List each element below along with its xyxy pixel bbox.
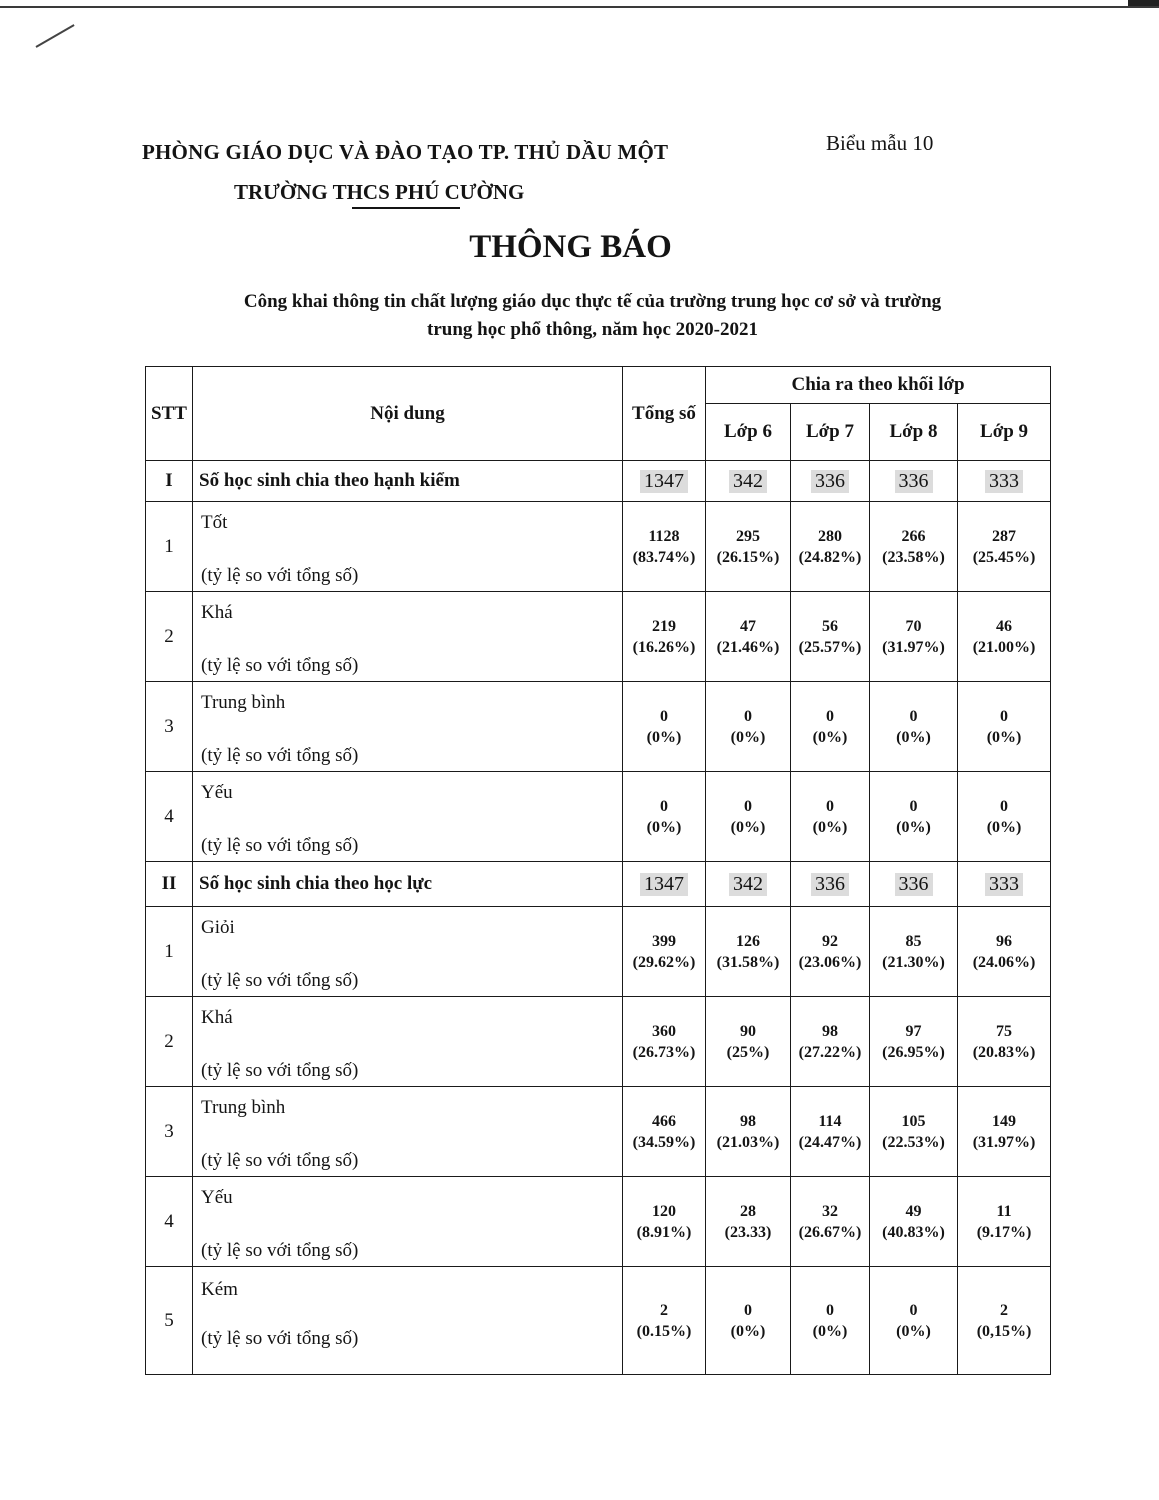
total-cell (623, 1267, 706, 1375)
header-grade-group: Chia ra theo khối lớp (706, 367, 1051, 404)
header-grade-9: Lớp 9 (958, 404, 1051, 461)
count: 0 (909, 1301, 918, 1319)
percent: (31.97%) (882, 638, 945, 656)
grade-8-cell (870, 592, 958, 682)
row-stt: 1 (146, 907, 193, 997)
section-grade-8 (870, 862, 958, 907)
count: 2 (1000, 1301, 1009, 1319)
table-row (146, 772, 1051, 862)
row-label (193, 1177, 623, 1267)
percent: (8.91%) (636, 1223, 692, 1241)
grade-9-cell (958, 1087, 1051, 1177)
row-label (193, 682, 623, 772)
percent: (0%) (896, 728, 931, 746)
section-grade-7 (791, 862, 870, 907)
row-label-text: Yếu (201, 782, 233, 803)
section-grade-9-value: 333 (985, 470, 1023, 493)
subtitle-line-1-text: Công khai thông tin chất lượng giáo dục thực tế của trường trung học cơ sở và trường (243, 291, 942, 312)
header-total: Tổng số (623, 367, 706, 461)
grade-6-cell (706, 1267, 791, 1375)
quality-report-table (145, 366, 1051, 1375)
percent: (22.53%) (882, 1133, 945, 1151)
percent: (21.30%) (882, 953, 945, 971)
grade-9-cell (958, 997, 1051, 1087)
count: 98 (740, 1112, 756, 1130)
total-cell (623, 1087, 706, 1177)
count: 120 (652, 1202, 676, 1220)
total-cell (623, 592, 706, 682)
grade-8-cell (870, 502, 958, 592)
scan-corner-mark (1128, 0, 1159, 6)
grade-7-cell (791, 1267, 870, 1375)
percent: (0%) (986, 818, 1022, 836)
percent: (24.06%) (972, 953, 1036, 971)
percent: (0%) (812, 818, 848, 836)
percent: (0%) (812, 1322, 848, 1340)
count: 47 (740, 617, 756, 635)
grade-8-cell (870, 1177, 958, 1267)
grade-8-cell (870, 772, 958, 862)
percent: (23.06%) (798, 953, 862, 971)
count: 0 (660, 707, 668, 725)
pen-mark (36, 24, 75, 48)
row-label (193, 907, 623, 997)
count: 149 (992, 1112, 1017, 1130)
count: 75 (996, 1022, 1013, 1040)
grade-6-cell (706, 907, 791, 997)
count: 0 (826, 1301, 834, 1319)
count: 219 (652, 617, 676, 635)
row-stt: 2 (146, 997, 193, 1087)
grade-8-cell (870, 1087, 958, 1177)
percent: (0%) (646, 728, 682, 746)
table-row (146, 997, 1051, 1087)
percent: (40.83%) (882, 1223, 945, 1241)
count: 126 (736, 932, 760, 950)
count: 32 (822, 1202, 838, 1220)
grade-7-cell (791, 682, 870, 772)
percent: (27.22%) (798, 1043, 862, 1061)
percent: (25.57%) (798, 638, 862, 656)
school-name-text: TRƯỜNG THCS PHÚ CƯỜNG (234, 180, 525, 204)
count: 0 (1000, 797, 1009, 815)
row-stt: 4 (146, 1177, 193, 1267)
section-grade-6-value: 342 (729, 470, 767, 493)
subtitle-line-2-text: trung học phổ thông, năm học 2020-2021 (427, 319, 758, 340)
grade-6-cell (706, 1177, 791, 1267)
row-sublabel: (tỷ lệ so với tổng số) (201, 655, 359, 676)
count: 105 (901, 1112, 926, 1130)
table-row (146, 1177, 1051, 1267)
row-label-text: Tốt (201, 512, 228, 533)
percent: (21.00%) (972, 638, 1036, 656)
form-number: Biểu mẫu 10 (826, 131, 934, 155)
table-row (146, 592, 1051, 682)
grade-8-cell (870, 682, 958, 772)
percent: (0%) (812, 728, 848, 746)
section-total (623, 461, 706, 502)
grade-7-cell (791, 1087, 870, 1177)
row-label (193, 592, 623, 682)
percent: (20.83%) (972, 1043, 1036, 1061)
percent: (26.67%) (798, 1223, 862, 1241)
percent: (23.58%) (882, 548, 945, 566)
row-sublabel: (tỷ lệ so với tổng số) (201, 1240, 359, 1261)
percent: (31.97%) (972, 1133, 1036, 1151)
subtitle-line-2 (0, 319, 1159, 341)
scan-edge-line (0, 6, 1159, 8)
total-cell (623, 907, 706, 997)
count: 399 (652, 932, 676, 950)
count: 90 (740, 1022, 756, 1040)
row-label-text: Giỏi (201, 917, 235, 938)
total-cell (623, 772, 706, 862)
grade-6-cell (706, 682, 791, 772)
section-grade-8 (870, 461, 958, 502)
percent: (29.62%) (632, 953, 696, 971)
percent: (26.15%) (716, 548, 780, 566)
section-grade-7-value: 336 (811, 873, 849, 896)
header-grade-7: Lớp 7 (791, 404, 870, 461)
percent: (0%) (730, 818, 766, 836)
percent: (24.47%) (798, 1133, 862, 1151)
row-sublabel: (tỷ lệ so với tổng số) (201, 745, 359, 766)
count: 85 (905, 932, 922, 950)
percent: (0,15%) (976, 1322, 1032, 1340)
grade-9-cell (958, 1177, 1051, 1267)
section-grade-9 (958, 461, 1051, 502)
grade-6-cell (706, 592, 791, 682)
count: 280 (818, 527, 842, 545)
count: 98 (822, 1022, 838, 1040)
count: 0 (909, 707, 918, 725)
percent: (26.73%) (632, 1043, 696, 1061)
percent: (21.03%) (716, 1133, 780, 1151)
percent: (9.17%) (976, 1223, 1032, 1241)
total-cell (623, 502, 706, 592)
section-grade-9 (958, 862, 1051, 907)
total-cell (623, 1177, 706, 1267)
section-grade-8-value: 336 (895, 873, 933, 896)
count: 56 (822, 617, 838, 635)
table-row (146, 1267, 1051, 1375)
count: 114 (818, 1112, 842, 1130)
percent: (0%) (986, 728, 1022, 746)
grade-7-cell (791, 907, 870, 997)
row-stt: 1 (146, 502, 193, 592)
count: 96 (996, 932, 1013, 950)
section-row (146, 862, 1051, 907)
row-label (193, 997, 623, 1087)
percent: (31.58%) (716, 953, 780, 971)
header-content: Nội dung (193, 367, 623, 461)
section-grade-7 (791, 461, 870, 502)
total-cell (623, 997, 706, 1087)
count: 28 (740, 1202, 756, 1220)
percent: (21.46%) (716, 638, 780, 656)
percent: (0.15%) (636, 1322, 692, 1340)
row-stt: 3 (146, 1087, 193, 1177)
section-grade-7-value: 336 (811, 470, 849, 493)
row-sublabel: (tỷ lệ so với tổng số) (201, 565, 359, 586)
subtitle-line-1 (0, 291, 1159, 313)
school-name-underline (352, 207, 460, 209)
header-grade-8: Lớp 8 (870, 404, 958, 461)
row-stt: 5 (146, 1267, 193, 1375)
grade-8-cell (870, 907, 958, 997)
count: 1128 (648, 527, 680, 545)
count: 49 (905, 1202, 922, 1220)
table-row (146, 682, 1051, 772)
header-grade-6: Lớp 6 (706, 404, 791, 461)
count: 2 (660, 1301, 668, 1319)
row-sublabel: (tỷ lệ so với tổng số) (201, 1060, 359, 1081)
count: 466 (652, 1112, 676, 1130)
row-label-text: Trung bình (201, 1097, 286, 1118)
row-stt: 2 (146, 592, 193, 682)
row-label-text: Khá (201, 602, 233, 623)
percent: (25.45%) (972, 548, 1036, 566)
row-sublabel: (tỷ lệ so với tổng số) (201, 1150, 359, 1171)
percent: (26.95%) (882, 1043, 945, 1061)
grade-9-cell (958, 592, 1051, 682)
count: 0 (660, 797, 668, 815)
header-stt: STT (146, 367, 193, 461)
grade-9-cell (958, 1267, 1051, 1375)
section-label: Số học sinh chia theo học lực (193, 862, 623, 907)
section-row (146, 461, 1051, 502)
count: 0 (744, 797, 752, 815)
count: 266 (901, 527, 926, 545)
count: 70 (905, 617, 922, 635)
grade-7-cell (791, 502, 870, 592)
grade-7-cell (791, 997, 870, 1087)
section-grade-8-value: 336 (895, 470, 933, 493)
percent: (34.59%) (632, 1133, 696, 1151)
row-stt: 4 (146, 772, 193, 862)
table-row (146, 502, 1051, 592)
table-row (146, 907, 1051, 997)
grade-7-cell (791, 772, 870, 862)
section-stt: I (146, 461, 193, 502)
grade-9-cell (958, 682, 1051, 772)
row-label-text: Khá (201, 1007, 233, 1028)
percent: (25%) (726, 1043, 770, 1061)
count: 295 (736, 527, 760, 545)
section-grade-6-value: 342 (729, 873, 767, 896)
percent: (0%) (730, 1322, 766, 1340)
grade-9-cell (958, 502, 1051, 592)
document-title (0, 229, 1159, 266)
count: 46 (996, 617, 1013, 635)
row-sublabel: (tỷ lệ so với tổng số) (201, 970, 359, 991)
percent: (83.74%) (632, 548, 696, 566)
issuing-organization: PHÒNG GIÁO DỤC VÀ ĐÀO TẠO TP. THỦ DẦU MỘT (142, 140, 669, 164)
row-label (193, 1087, 623, 1177)
count: 0 (1000, 707, 1009, 725)
percent: (16.26%) (632, 638, 696, 656)
row-label (193, 1267, 623, 1375)
count: 11 (996, 1202, 1012, 1220)
table-row (146, 1087, 1051, 1177)
grade-6-cell (706, 997, 791, 1087)
grade-6-cell (706, 502, 791, 592)
count: 97 (905, 1022, 922, 1040)
percent: (0%) (646, 818, 682, 836)
grade-9-cell (958, 772, 1051, 862)
school-name (234, 180, 524, 205)
count: 0 (826, 797, 834, 815)
count: 360 (652, 1022, 676, 1040)
count: 287 (992, 527, 1017, 545)
row-label (193, 772, 623, 862)
section-total-value: 1347 (640, 470, 688, 493)
section-total (623, 862, 706, 907)
section-grade-6 (706, 461, 791, 502)
percent: (0%) (896, 1322, 931, 1340)
row-sublabel: (tỷ lệ so với tổng số) (201, 1328, 359, 1349)
grade-7-cell (791, 592, 870, 682)
percent: (0%) (730, 728, 766, 746)
section-grade-9-value: 333 (985, 873, 1023, 896)
section-total-value: 1347 (640, 873, 688, 896)
count: 0 (744, 1301, 752, 1319)
grade-8-cell (870, 997, 958, 1087)
section-label: Số học sinh chia theo hạnh kiểm (193, 461, 623, 502)
document-title-text: THÔNG BÁO (469, 229, 672, 265)
row-label-text: Trung bình (201, 692, 286, 713)
section-stt: II (146, 862, 193, 907)
total-cell (623, 682, 706, 772)
grade-7-cell (791, 1177, 870, 1267)
percent: (0%) (896, 818, 931, 836)
grade-9-cell (958, 907, 1051, 997)
percent: (24.82%) (798, 548, 862, 566)
count: 0 (826, 707, 834, 725)
row-label (193, 502, 623, 592)
row-sublabel: (tỷ lệ so với tổng số) (201, 835, 359, 856)
row-stt: 3 (146, 682, 193, 772)
grade-6-cell (706, 1087, 791, 1177)
percent: (23.33) (724, 1223, 772, 1241)
row-label-text: Kém (201, 1279, 238, 1300)
row-label-text: Yếu (201, 1187, 233, 1208)
section-grade-6 (706, 862, 791, 907)
grade-8-cell (870, 1267, 958, 1375)
count: 0 (744, 707, 752, 725)
count: 0 (909, 797, 918, 815)
count: 92 (822, 932, 838, 950)
grade-6-cell (706, 772, 791, 862)
